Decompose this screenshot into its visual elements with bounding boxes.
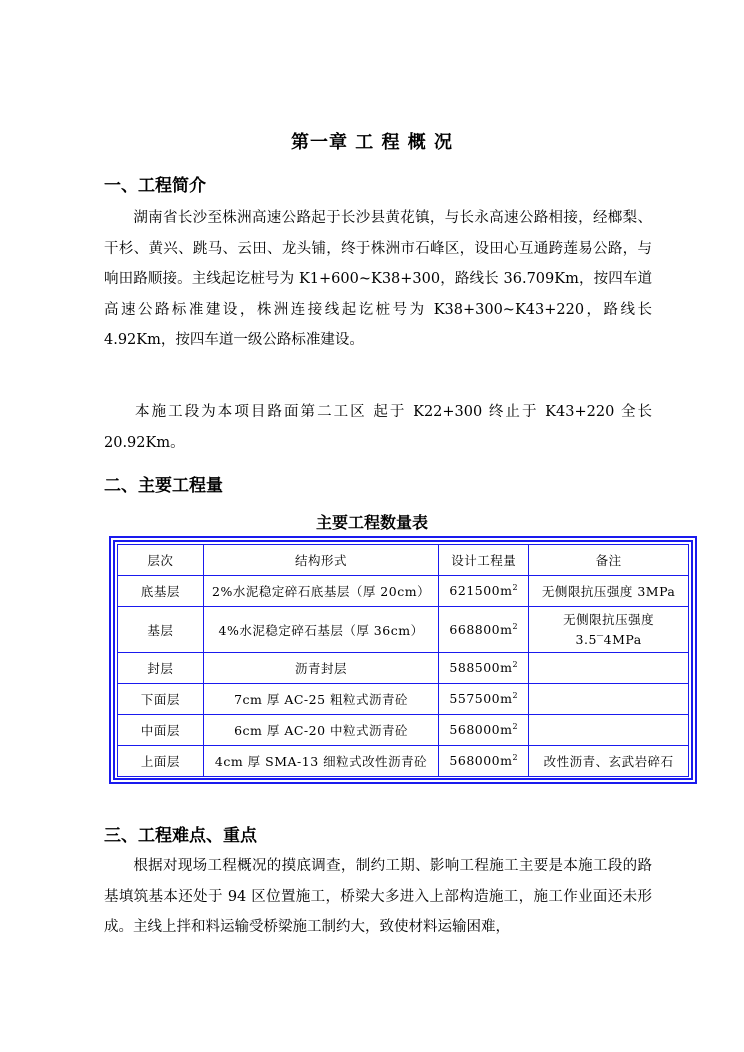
quantity-cell	[439, 607, 529, 653]
quantity-table	[117, 544, 689, 777]
layer-cell: 基层	[118, 607, 204, 653]
quantity-value: 588500m	[449, 660, 513, 676]
layer-cell: 上面层	[118, 746, 204, 777]
chapter-title: 第一章 工 程 概 况	[290, 132, 454, 153]
unit-superscript: 2	[512, 753, 519, 763]
header-cell: 设计工程量	[439, 545, 529, 576]
unit-superscript: 2	[512, 621, 519, 631]
quantity-cell	[439, 653, 529, 684]
header-cell: 备注	[529, 545, 689, 576]
quantity-value: 621500m	[449, 583, 513, 599]
quantity-value: 668800m	[449, 622, 513, 638]
table-row	[118, 576, 689, 607]
layer-cell: 中面层	[118, 715, 204, 746]
section-heading-overview: 一、工程简介	[104, 176, 206, 196]
table-row	[118, 746, 689, 777]
table-row	[118, 715, 689, 746]
table-row	[118, 607, 689, 653]
note-cell: 改性沥青、玄武岩碎石	[529, 746, 689, 777]
unit-superscript: 2	[512, 660, 519, 670]
table-row	[118, 684, 689, 715]
paragraph-difficulties	[104, 851, 652, 943]
structure-cell: 2%水泥稳定碎石底基层（厚 20cm）	[203, 576, 438, 607]
table-row	[118, 653, 689, 684]
quantity-cell	[439, 715, 529, 746]
quantity-value: 568000m	[449, 753, 513, 769]
note-cell	[529, 653, 689, 684]
quantity-cell	[439, 576, 529, 607]
quantity-cell	[439, 684, 529, 715]
note-cell: 无侧限抗压强度 3MPa	[529, 576, 689, 607]
note-line: 无侧限抗压强度	[563, 611, 655, 627]
structure-cell: 4%水泥稳定碎石基层（厚 36cm）	[203, 607, 438, 653]
section-heading-quantities: 二、主要工程量	[104, 476, 223, 496]
paragraph-project-intro	[104, 203, 652, 356]
quantity-cell	[439, 746, 529, 777]
layer-cell: 下面层	[118, 684, 204, 715]
note-cell	[529, 684, 689, 715]
paragraph-section-scope	[104, 397, 652, 458]
header-cell: 结构形式	[203, 545, 438, 576]
table-title: 主要工程数量表	[315, 513, 428, 532]
table-header-row	[118, 545, 689, 576]
paragraph-text: 本施工段为本项目路面第二工区 起于 K22+300 终止于 K43+220 全长 20.92Km。	[104, 404, 652, 451]
note-line: 3.5‾4MPa	[575, 631, 642, 647]
layer-cell: 底基层	[118, 576, 204, 607]
quantity-value: 557500m	[449, 691, 513, 707]
structure-cell: 6cm 厚 AC-20 中粒式沥青砼	[203, 715, 438, 746]
unit-superscript: 2	[512, 722, 519, 732]
note-cell	[529, 715, 689, 746]
structure-cell: 4cm 厚 SMA-13 细粒式改性沥青砼	[203, 746, 438, 777]
structure-cell: 7cm 厚 AC-25 粗粒式沥青砼	[203, 684, 438, 715]
unit-superscript: 2	[512, 583, 519, 593]
unit-superscript: 2	[512, 691, 519, 701]
quantity-value: 568000m	[449, 722, 513, 738]
structure-cell: 沥青封层	[203, 653, 438, 684]
header-cell: 层次	[118, 545, 204, 576]
paragraph-text: 湖南省长沙至株洲高速公路起于长沙县黄花镇，与长永高速公路相接，经榔梨、干杉、黄兴、跳马、云田、龙头铺，终于株洲市石峰区，设田心互通跨莲易公路，与响田路顺接。主线起讫桩号为 K1+600~K38+300，路线长 36.709Km，按四车道高速公路标准建设，株洲连接线起讫桩号为 K38+300~K43+220，路线长 4.92Km，按四车道一级公路标准建设。	[104, 210, 652, 348]
paragraph-text: 根据对现场工程概况的摸底调查，制约工期、影响工程施工主要是本施工段的路基填筑基本还处于 94 区位置施工，桥梁大多进入上部构造施工，施工作业面还未形成。主线上拌和料运输受桥梁施工制约大，致使材料运输困难，	[104, 858, 652, 935]
section-heading-difficulties: 三、工程难点、重点	[104, 826, 257, 846]
layer-cell: 封层	[118, 653, 204, 684]
note-cell	[529, 607, 689, 653]
